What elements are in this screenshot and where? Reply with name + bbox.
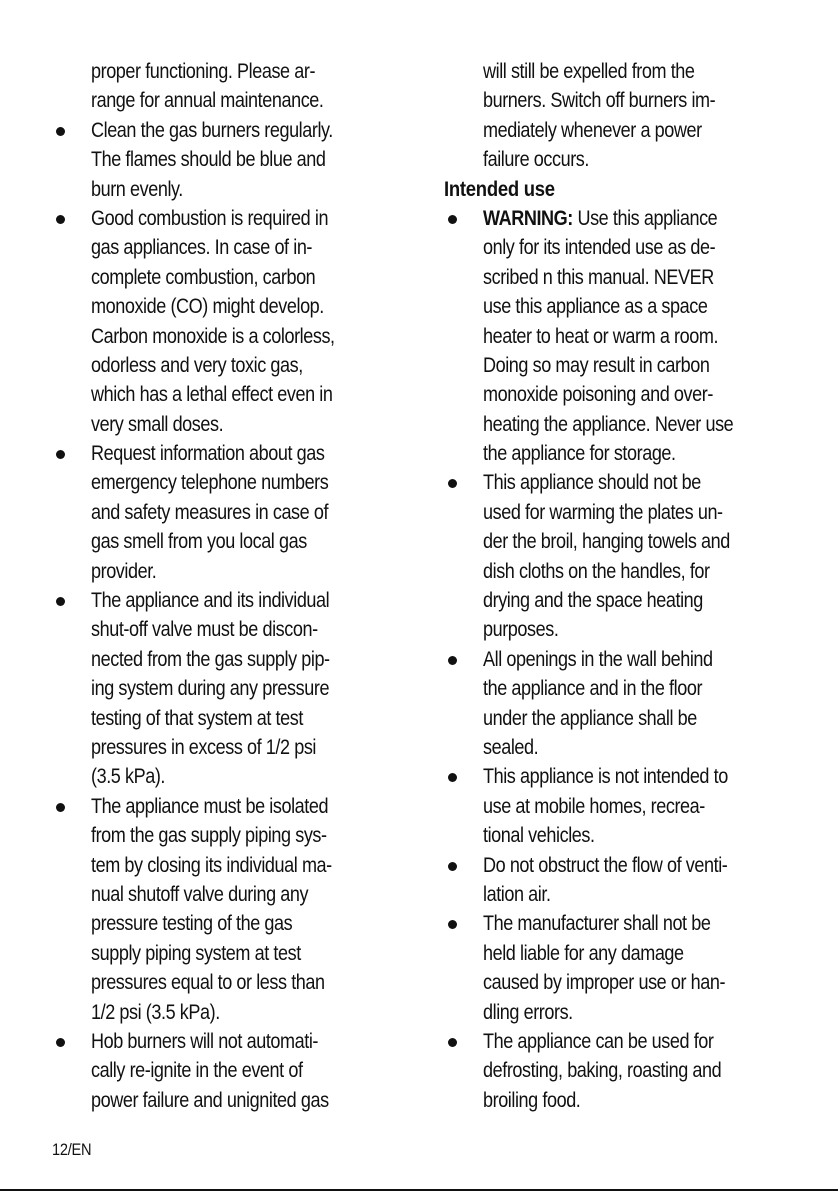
text-line: Hob burners will not automati-	[91, 1029, 319, 1053]
bullet-icon	[448, 1038, 457, 1047]
bullet-icon	[448, 215, 457, 224]
warning-text: Use this appliance	[572, 206, 718, 230]
bullet-item	[52, 116, 402, 204]
bullet-item	[444, 909, 804, 1027]
text-line: dish cloths on the handles, for	[483, 559, 710, 583]
bullet-item	[444, 645, 804, 763]
text-line: Carbon monoxide is a colorless,	[91, 324, 335, 348]
bullet-icon	[56, 215, 65, 224]
text-line: purposes.	[483, 618, 559, 642]
text-line: drying and the space heating	[483, 589, 703, 613]
bullet-icon	[56, 597, 65, 606]
bullet-item	[52, 792, 402, 1027]
bullet-icon	[448, 479, 457, 488]
bullet-icon	[448, 656, 457, 665]
text-line: Request information about gas	[91, 442, 325, 466]
bullet-item	[52, 586, 402, 792]
text-line: monoxide (CO) might develop.	[91, 295, 324, 319]
text-line: cally re-ignite in the event of	[91, 1059, 303, 1083]
text-line: (3.5 kPa).	[91, 765, 166, 789]
bullet-icon	[56, 1038, 65, 1047]
text-line: Do not obstruct the flow of venti-	[483, 853, 728, 877]
text-line: der the broil, hanging towels and	[483, 530, 730, 554]
text-line: Doing so may result in carbon	[483, 353, 710, 377]
text-line: complete combustion, carbon	[91, 265, 316, 289]
text-line: power failure and unignited gas	[91, 1088, 329, 1112]
page-number: 12/EN	[52, 1140, 92, 1159]
text-line: gas smell from you local gas	[91, 530, 307, 554]
text-line: only for its intended use as de-	[483, 236, 716, 260]
bullet-item	[52, 439, 402, 586]
left-column	[52, 57, 402, 1115]
text-line: This appliance is not intended to	[483, 765, 728, 789]
text-line: heater to heat or warm a room.	[483, 324, 719, 348]
right-column	[444, 57, 804, 1115]
text-line: The manufacturer shall not be	[483, 912, 711, 936]
text-line: used for warming the plates un-	[483, 500, 723, 524]
bullet-item	[52, 204, 402, 439]
text-line: provider.	[91, 559, 157, 583]
text-line: nual shutoff valve during any	[91, 882, 309, 906]
text-line: pressure testing of the gas	[91, 912, 293, 936]
text-line: pressures equal to or less than	[91, 971, 325, 995]
text-line: proper functioning. Please ar-	[91, 60, 316, 83]
text-line: will still be expelled from the	[483, 60, 695, 83]
bullet-icon	[448, 773, 457, 782]
text-line: emergency telephone numbers	[91, 471, 329, 495]
continued-paragraph	[444, 57, 804, 175]
text-line: burn evenly.	[91, 177, 183, 201]
text-line: lation air.	[483, 882, 551, 906]
text-line: supply piping system at test	[91, 941, 301, 965]
warning-label: WARNING:	[483, 206, 573, 230]
warning-item	[444, 204, 804, 469]
text-line: 1/2 psi (3.5 kPa).	[91, 1000, 220, 1024]
text-line: very small doses.	[91, 412, 224, 436]
text-line: from the gas supply piping sys-	[91, 824, 327, 848]
text-line: testing of that system at test	[91, 706, 303, 730]
text-line: The appliance can be used for	[483, 1029, 714, 1053]
text-line: nected from the gas supply pip-	[91, 647, 330, 671]
bullet-icon	[448, 862, 457, 871]
text-line: the appliance and in the floor	[483, 677, 703, 701]
text-line: The appliance and its individual	[91, 589, 330, 613]
bullet-item	[444, 762, 804, 850]
text-line: range for annual maintenance.	[91, 89, 324, 113]
text-line: under the appliance shall be	[483, 706, 697, 730]
text-line: This appliance should not be	[483, 471, 701, 495]
text-line: the appliance for storage.	[483, 442, 676, 466]
text-line: held liable for any damage	[483, 941, 684, 965]
text-line: shut-off valve must be discon-	[91, 618, 318, 642]
text-line: broiling food.	[483, 1088, 581, 1112]
text-line: ing system during any pressure	[91, 677, 330, 701]
text-line: sealed.	[483, 735, 539, 759]
text-line: All openings in the wall behind	[483, 647, 713, 671]
bullet-icon	[56, 803, 65, 812]
text-line: and safety measures in case of	[91, 500, 329, 524]
text-line: use at mobile homes, recrea-	[483, 794, 705, 818]
text-line: burners. Switch off burners im-	[483, 89, 716, 113]
bullet-item	[52, 1027, 402, 1115]
text-line: The flames should be blue and	[91, 148, 326, 172]
text-line: monoxide poisoning and over-	[483, 383, 713, 407]
text-line: caused by improper use or han-	[483, 971, 726, 995]
text-line: mediately whenever a power	[483, 118, 702, 142]
text-line: tional vehicles.	[483, 824, 595, 848]
text-line: pressures in excess of 1/2 psi	[91, 735, 317, 759]
bullet-item	[444, 851, 804, 910]
text-line: failure occurs.	[483, 148, 589, 172]
text-line: heating the appliance. Never use	[483, 412, 734, 436]
text-line: dling errors.	[483, 1000, 573, 1024]
text-line: scribed n this manual. NEVER	[483, 265, 714, 289]
bullet-icon	[56, 127, 65, 136]
bullet-icon	[56, 450, 65, 459]
warning-first-line	[483, 204, 759, 233]
text-line: tem by closing its individual ma-	[91, 853, 332, 877]
text-line: use this appliance as a space	[483, 295, 708, 319]
text-line: defrosting, baking, roasting and	[483, 1059, 722, 1083]
text-line: which has a lethal effect even in	[91, 383, 333, 407]
bullet-item	[444, 468, 804, 644]
text-line: Good combustion is required in	[91, 206, 329, 230]
section-heading: Intended use	[444, 177, 555, 201]
bullet-icon	[448, 920, 457, 929]
text-line: gas appliances. In case of in-	[91, 236, 313, 260]
text-line: The appliance must be isolated	[91, 794, 329, 818]
text-line: odorless and very toxic gas,	[91, 353, 303, 377]
text-line: Clean the gas burners regularly.	[91, 118, 333, 142]
bullet-item	[444, 1027, 804, 1115]
continued-paragraph	[52, 57, 402, 116]
